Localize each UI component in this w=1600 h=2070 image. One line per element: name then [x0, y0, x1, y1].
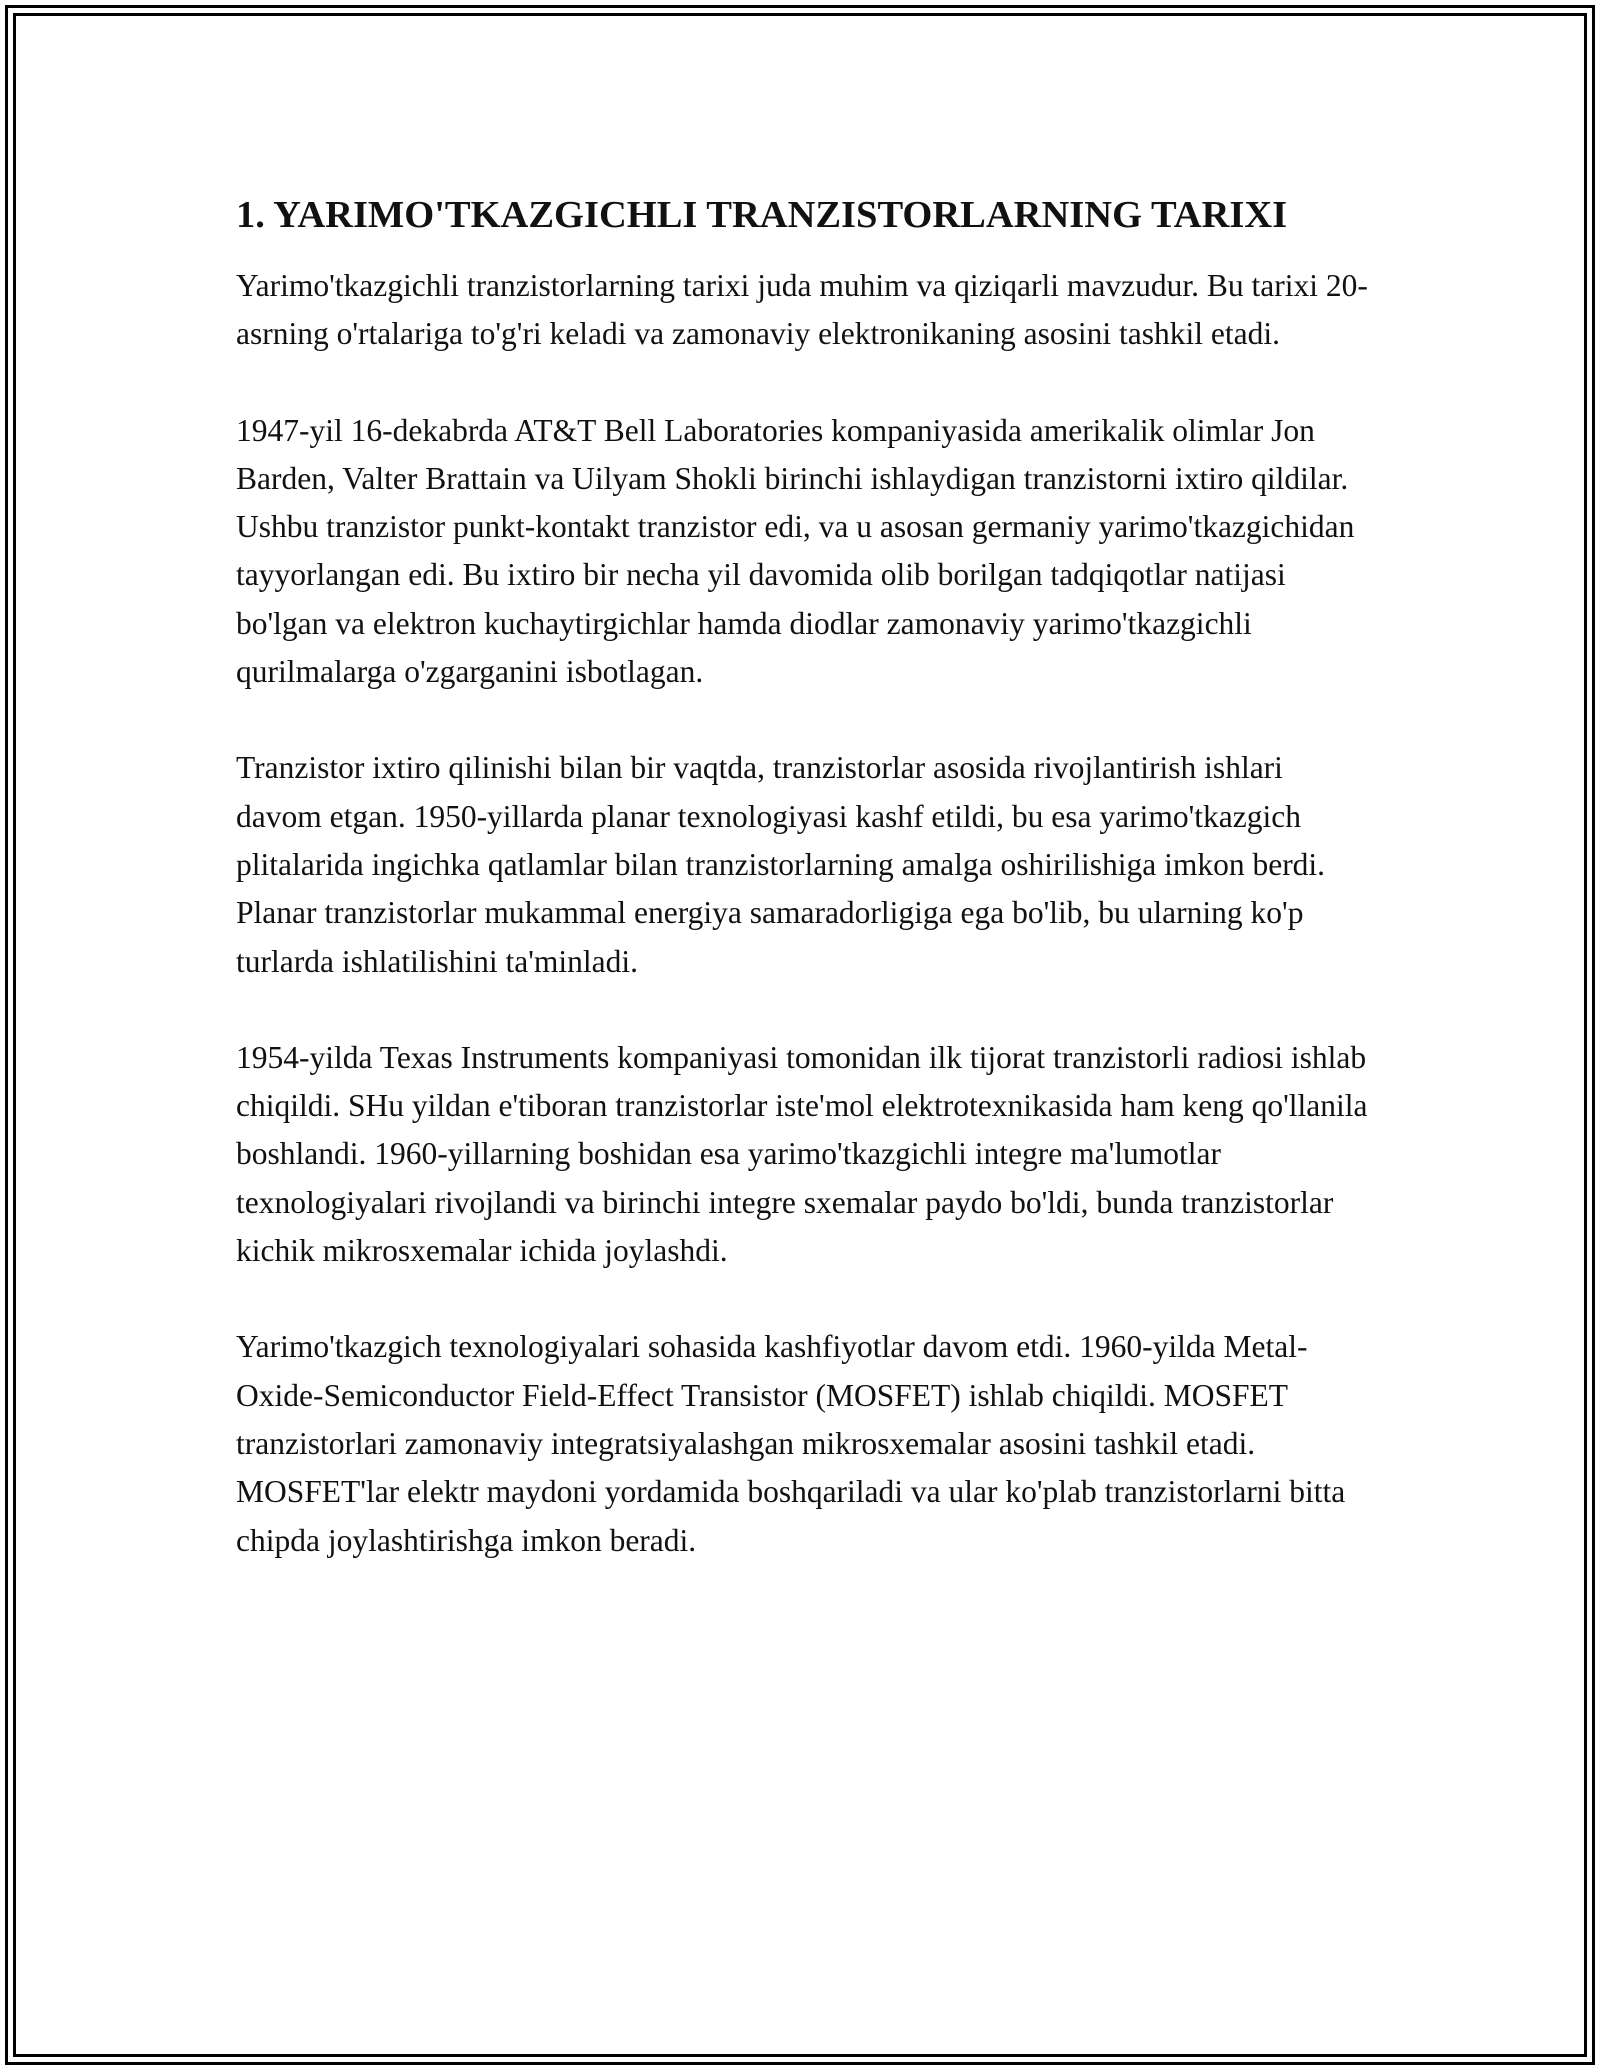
document-body [236, 188, 1376, 1613]
paragraph-planar-technology: Tranzistor ixtiro qilinishi bilan bir vaqtda, tranzistorlar asosida rivojlantirish ishlari davom etgan. 1950-yillarda planar texnologiyasi kashf etildi, bu esa yarimo'tkazgich plitalarida ingichka qatlamlar bilan tranzistorlarning amalga oshirilishiga imkon berdi. Planar tranzistorlar mukammal energiya samaradorligiga ega bo'lib, bu ularning ko'p turlarda ishlatilishini ta'minladi. [236, 750, 1326, 979]
paragraph-texas-instruments: 1954-yilda Texas Instruments kompaniyasi tomonidan ilk tijorat tranzistorli radiosi ishlab chiqildi. SHu yildan e'tiboran tranzistorlar iste'mol elektrotexnikasida ham keng qo'llanila boshlandi. 1960-yillarning boshidan esa yarimo'tkazgichli integre ma'lumotlar texnologiyalari rivojlandi va birinchi integre sxemalar paydo bo'ldi, bunda tranzistorlar kichik mikrosxemalar ichida joylashdi. [236, 1039, 1368, 1269]
paragraph-intro: Yarimo'tkazgichli tranzistorlarning tarixi juda muhim va qiziqarli mavzudur. Bu tarixi 20-asrning o'rtalariga to'g'ri keladi va zamonaviy elektronikaning asosini tashkil etadi. [236, 268, 1368, 352]
section-heading: 1. YARIMO'TKAZGICHLI TRANZISTORLARNING TARIXI [236, 194, 1288, 236]
paragraph-mosfet: Yarimo'tkazgich texnologiyalari sohasida kashfiyotlar davom etdi. 1960-yilda Metal-Oxide-Semiconductor Field-Effect Transistor (MOSFET) ishlab chiqildi. MOSFET tranzistorlari zamonaviy integratsiyalashgan mikrosxemalar asosini tashkil etadi. MOSFET'lar elektr maydoni yordamida boshqariladi va ular ko'plab tranzistorlarni bitta chipda joylashtirishga imkon beradi. [236, 1329, 1346, 1558]
paragraph-invention-1947: 1947-yil 16-dekabrda AT&T Bell Laboratories kompaniyasida amerikalik olimlar Jon Barden, Valter Brattain va Uilyam Shokli birinchi ishlaydigan tranzistorni ixtiro qildilar. Ushbu tranzistor punkt-kontakt tranzistor edi, va u asosan germaniy yarimo'tkazgichidan tayyorlangan edi. Bu ixtiro bir necha yil davomida olib borilgan tadqiqotlar natijasi bo'lgan va elektron kuchaytirgichlar hamda diodlar zamonaviy yarimo'tkazgichli qurilmalarga o'zgarganini isbotlagan. [236, 412, 1355, 690]
